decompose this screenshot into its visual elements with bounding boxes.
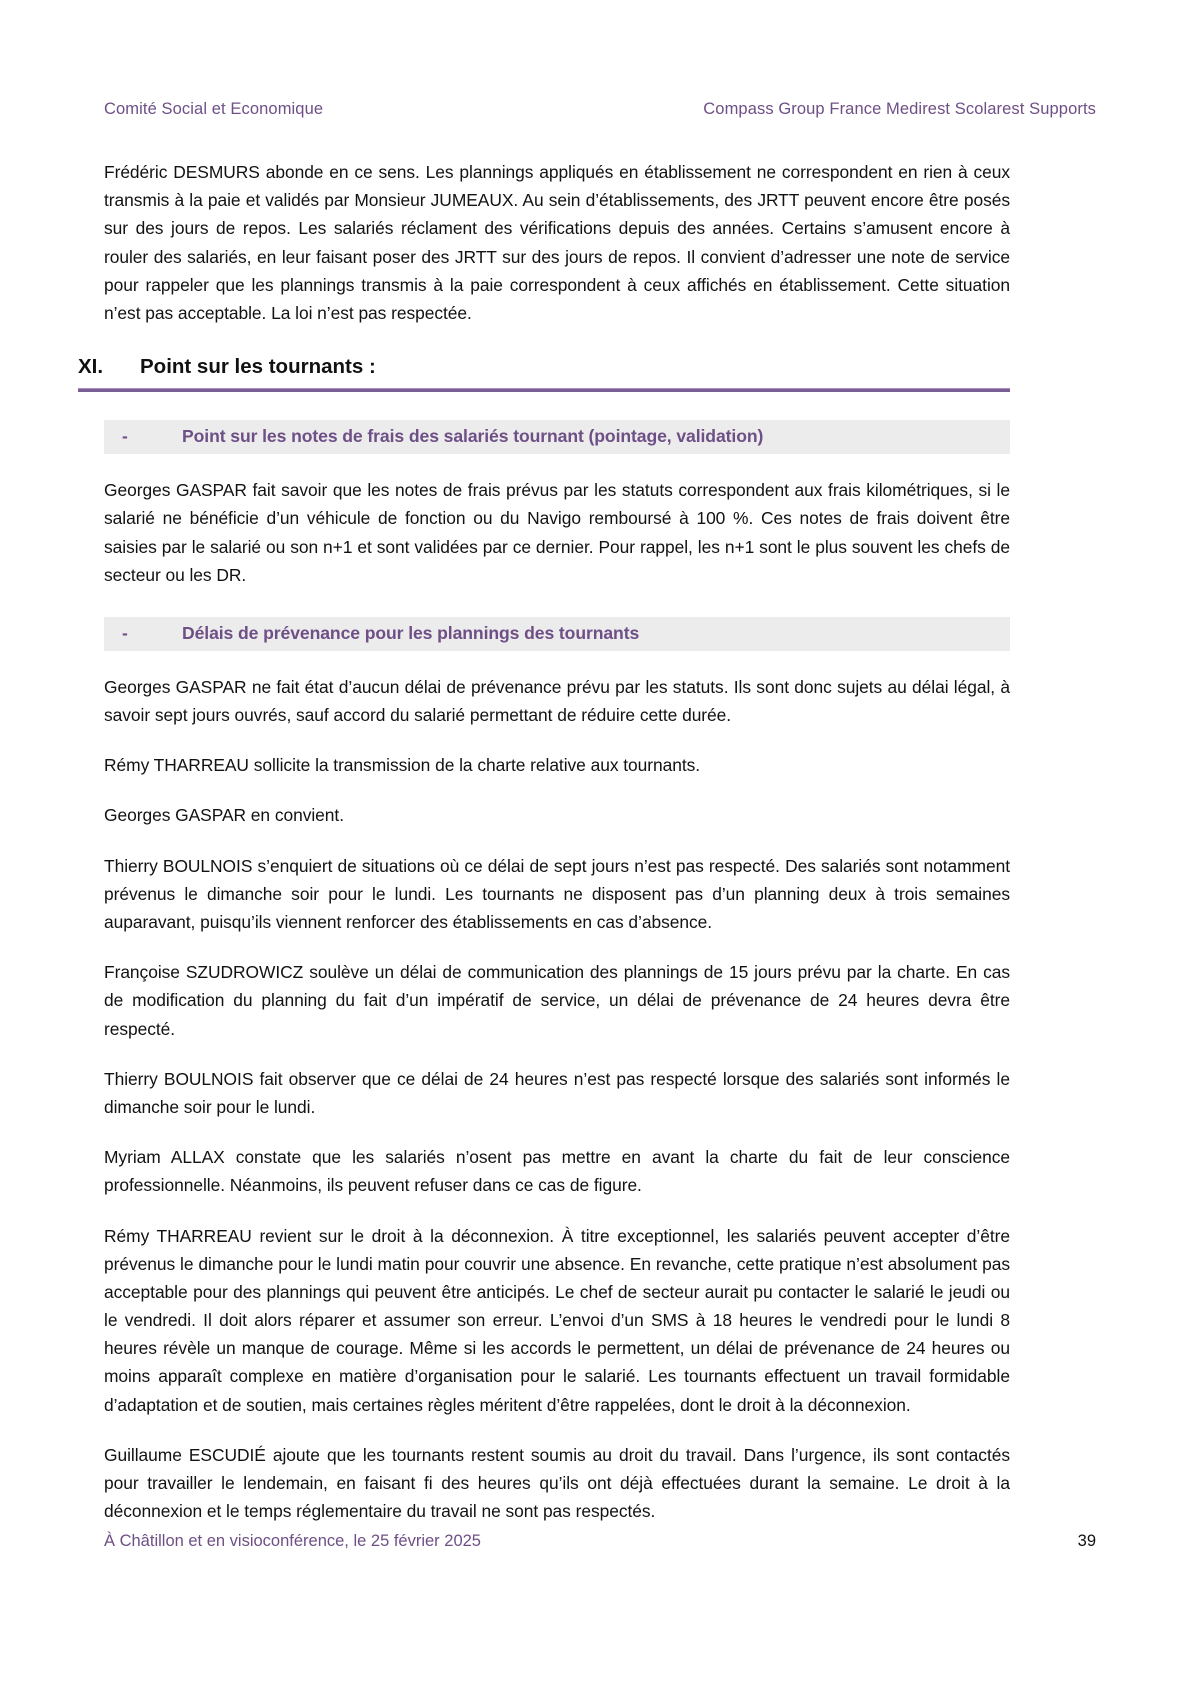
- subheading-dash-bullet: -: [122, 426, 128, 447]
- subheading-notes-de-frais: [104, 420, 1010, 454]
- paragraph-boulnois-sept-jours: Thierry BOULNOIS s’enquiert de situations où ce délai de sept jours n’est pas respecté. Des salariés sont notamment prévenus le dimanche soir pour le lundi. Les tournants ne disposent pas d’un planning deux à trois semaines auparavant, puisqu’ils viennent renforcer des établissements en cas d’absence.: [104, 855, 1010, 932]
- page-footer: [104, 1532, 1096, 1551]
- paragraph-allax-charte: Myriam ALLAX constate que les salariés n’osent pas mettre en avant la charte du fait de leur conscience professionnelle. Néanmoins, ils peuvent refuser dans ce cas de figure.: [104, 1147, 1010, 1196]
- paragraph-gaspar-delai-legal: Georges GASPAR ne fait état d’aucun délai de prévenance prévu par les statuts. Ils sont donc sujets au délai légal, à savoir sept jours ouvrés, sauf accord du salarié permettant de réduire cette durée.: [104, 676, 1010, 726]
- paragraph-escudie-droit-travail: Guillaume ESCUDIÉ ajoute que les tournants restent soumis au droit du travail. Dans l’urgence, ils sont contactés pour travailler le lendemain, en faisant fi des heures qu’ils ont déjà effectuées durant la semaine. Le droit à la déconnexion et le temps réglementaire du travail ne sont pas respectés.: [104, 1444, 1010, 1522]
- footer-page-number: 39: [1077, 1532, 1096, 1550]
- paragraph-desmurs: Frédéric DESMURS abonde en ce sens. Les plannings appliqués en établissement ne correspondent en rien à ceux transmis à la paie et validés par Monsieur JUMEAUX. Au sein d’établissements, des JRTT peuvent encore être posés sur des jours de repos. Les salariés réclament des vérifications depuis des années. Certains s’amusent encore à rouler des salariés, en leur faisant poser des JRTT sur des jours de repos. Il convient d’adresser une note de service pour rappeler que les plannings transmis à la paie correspondent à ceux affichés en établissement. Cette situation n’est pas acceptable. La loi n’est pas respectée.: [104, 162, 1010, 323]
- page-header: [104, 100, 1096, 119]
- header-right-title: Compass Group France Medirest Scolarest Supports: [703, 100, 1096, 118]
- paragraph-szudrowicz-15-jours: Françoise SZUDROWICZ soulève un délai de communication des plannings de 15 jours prévu par la charte. En cas de modification du planning du fait d’un impératif de service, un délai de prévenance de 24 heures devra être respecté.: [104, 962, 1010, 1039]
- subheading-dash-bullet: -: [122, 622, 128, 643]
- section-divider: [78, 388, 1010, 392]
- document-body: [78, 158, 1010, 1525]
- section-title: Point sur les tournants :: [140, 355, 376, 379]
- section-heading-tournants: [78, 355, 1010, 386]
- footer-location-date: À Châtillon et en visioconférence, le 25 février 2025: [104, 1532, 481, 1550]
- paragraph-boulnois-24-heures: Thierry BOULNOIS fait observer que ce délai de 24 heures n’est pas respecté lorsque des salariés sont informés le dimanche soir pour le lundi.: [104, 1068, 1010, 1117]
- header-left-title: Comité Social et Economique: [104, 100, 324, 118]
- subheading-label: Point sur les notes de frais des salariés tournant (pointage, validation): [182, 426, 764, 447]
- paragraph-tharreau-deconnexion: Rémy THARREAU revient sur le droit à la déconnexion. À titre exceptionnel, les salariés peuvent accepter d’être prévenus le dimanche pour le lundi matin pour couvrir une absence. En revanche, cette pratique n’est absolument pas acceptable pour des plannings qui peuvent être anticipés. Le chef de secteur aurait pu contacter le salarié le jeudi ou le vendredi. Il doit alors réparer et assumer son erreur. L’envoi d’un SMS à 18 heures le vendredi pour le lundi 8 heures révèle un manque de courage. Même si les accords le permettent, un délai de prévenance de 24 heures ou moins apparaît complexe en matière d’organisation pour le salarié. Les tournants effectuent un travail formidable d’adaptation et de soutien, mais certaines règles méritent d’être rappelées, dont le droit à la déconnexion.: [104, 1225, 1010, 1415]
- paragraph-gaspar-notes-frais: Georges GASPAR fait savoir que les notes de frais prévus par les statuts correspondent aux frais kilométriques, si le salarié ne bénéficie d’un véhicule de fonction ou du Navigo remboursé à 100 %. Ces notes de frais doivent être saisies par le salarié ou son n+1 et sont validées par ce dernier. Pour rappel, les n+1 sont le plus souvent les chefs de secteur ou les DR.: [104, 480, 1010, 585]
- subheading-label: Délais de prévenance pour les plannings des tournants: [182, 622, 640, 643]
- paragraph-gaspar-convient: Georges GASPAR en convient.: [104, 805, 344, 826]
- subheading-delais-prevenance: [104, 617, 1010, 651]
- section-numeral: XI.: [78, 355, 104, 379]
- paragraph-tharreau-charte: Rémy THARREAU sollicite la transmission de la charte relative aux tournants.: [104, 755, 701, 776]
